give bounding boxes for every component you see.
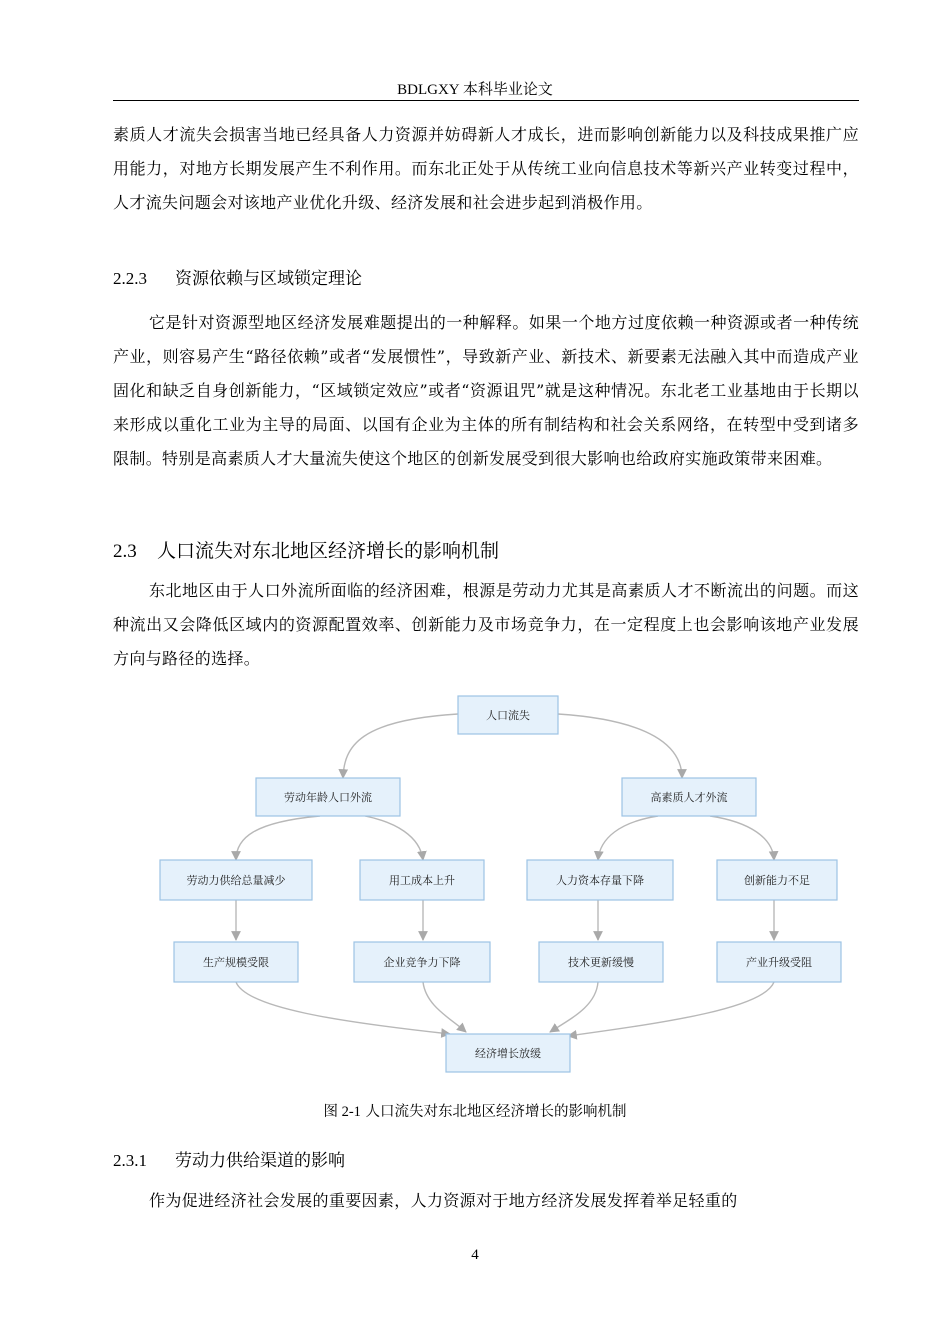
node-competitiveness-decline <box>354 942 490 982</box>
section-title: 劳动力供给渠道的影响 <box>175 1151 345 1171</box>
svg-text:人力资本存量下降: 人力资本存量下降 <box>556 874 644 887</box>
paragraph-labor-supply: 作为促进经济社会发展的重要因素，人力资源对于地方经济发展发挥着举足轻重的 <box>149 1191 738 1210</box>
edge-r1b-bottom <box>550 982 598 1032</box>
svg-text:生产规模受限: 生产规模受限 <box>203 956 269 969</box>
paragraph-mechanism-intro: 东北地区由于人口外流所面临的经济困难，根源是劳动力尤其是高素质人才不断流出的问题。而这种流出又会降低区域内的资源配置效率、创新能力及市场竞争力，在一定程度上也会影响该地产业发展方向与路径的选择。 <box>113 581 859 668</box>
edge-right-r2 <box>710 816 774 860</box>
edge-l2b-bottom <box>423 982 466 1032</box>
edge-right-r1 <box>598 816 658 860</box>
section-heading-2-2-3 <box>113 264 362 289</box>
svg-text:企业竞争力下降: 企业竞争力下降 <box>383 956 461 969</box>
svg-text:技术更新缓慢: 技术更新缓慢 <box>568 956 634 969</box>
running-header: BDLGXY 本科毕业论文 <box>397 82 553 98</box>
edge-left-l1 <box>236 816 320 860</box>
edge-l1b-bottom <box>236 982 450 1034</box>
node-growth-slowdown <box>446 1034 570 1072</box>
figure-caption-text: 人口流失对东北地区经济增长的影响机制 <box>365 1104 627 1120</box>
page-number: 4 <box>471 1247 479 1263</box>
node-talent-outflow <box>622 778 756 816</box>
svg-text:人口流失: 人口流失 <box>486 709 530 722</box>
edge-left-l2 <box>365 816 423 860</box>
mechanism-flowchart <box>150 686 846 1078</box>
svg-text:用工成本上升: 用工成本上升 <box>389 874 455 887</box>
node-labor-supply-decrease <box>160 860 312 900</box>
svg-text:劳动年龄人口外流: 劳动年龄人口外流 <box>284 791 372 804</box>
svg-text:高素质人才外流: 高素质人才外流 <box>650 791 728 804</box>
section-number: 2.3 <box>113 541 137 562</box>
paragraph-resource-dependence: 它是针对资源型地区经济发展难题提出的一种解释。如果一个地方过度依赖一种资源或者一种传统产业，则容易产生“路径依赖”或者“发展惯性”，导致新产业、新技术、新要素无法融入其中而造成产业固化和缺乏自身创新能力，“区域锁定效应”或者“资源诅咒”就是这种情况。东北老工业基地由于长期以来形成以重化工业为主导的局面、以国有企业为主体的所有制结构和社会关系网络，在转型中受到诸多限制。特别是高素质人才大量流失使这个地区的创新发展受到很大影响也给政府实施政策带来困难。 <box>113 313 859 468</box>
section-title: 人口流失对东北地区经济增长的影响机制 <box>157 540 500 562</box>
figure-number: 图 2-1 <box>323 1104 361 1120</box>
node-production-limited <box>174 942 298 982</box>
section-heading-2-3-1 <box>113 1146 345 1171</box>
section-number: 2.2.3 <box>113 269 147 288</box>
section-heading-2-3 <box>113 536 499 563</box>
section-number: 2.3.1 <box>113 1151 147 1170</box>
svg-text:产业升级受阻: 产业升级受阻 <box>746 956 812 969</box>
svg-text:创新能力不足: 创新能力不足 <box>744 874 810 887</box>
figure-caption <box>0 1100 950 1121</box>
paragraph-continued: 素质人才流失会损害当地已经具备人力资源并妨碍新人才成长，进而影响创新能力以及科技成果推广应用能力，对地方长期发展产生不利作用。而东北正处于从传统工业向信息技术等新兴产业转变过程中，人才流失问题会对该地产业优化升级、经济发展和社会进步起到消极作用。 <box>113 125 859 212</box>
node-industry-upgrade-blocked <box>717 942 841 982</box>
svg-text:劳动力供给总量减少: 劳动力供给总量减少 <box>186 874 286 887</box>
header-rule <box>113 100 859 101</box>
edge-root-right <box>558 714 682 778</box>
node-human-capital-decline <box>527 860 673 900</box>
svg-text:经济增长放缓: 经济增长放缓 <box>475 1047 541 1060</box>
node-tech-update-slow <box>539 942 663 982</box>
edge-r2b-bottom <box>568 982 774 1036</box>
node-labor-cost-rise <box>360 860 484 900</box>
node-innovation-shortfall <box>717 860 837 900</box>
edge-root-left <box>343 714 458 778</box>
node-working-age-outflow <box>256 778 400 816</box>
section-title: 资源依赖与区域锁定理论 <box>175 269 362 289</box>
node-population-loss <box>458 696 558 734</box>
